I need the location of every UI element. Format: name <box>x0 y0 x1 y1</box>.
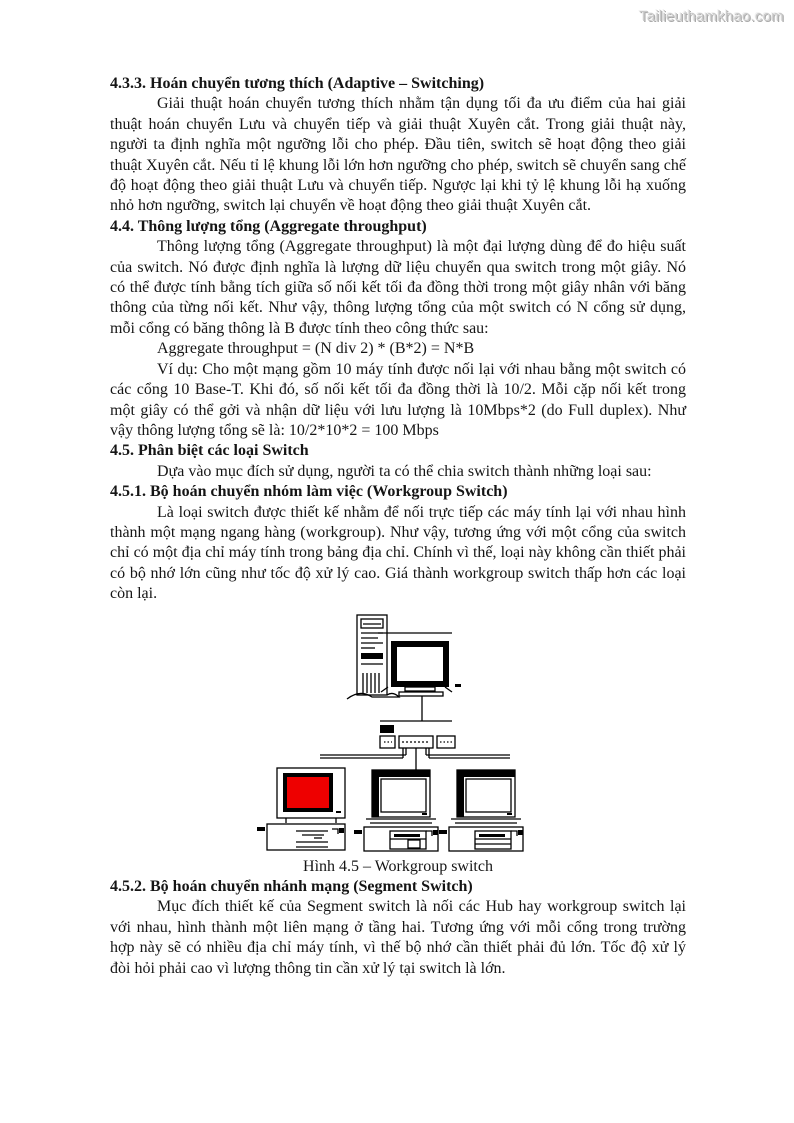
server-to-switch-link <box>380 696 452 721</box>
heading-4-5-2: 4.5.2. Bộ hoán chuyển nhánh mạng (Segment Switch) <box>110 877 473 895</box>
server-monitor-icon <box>378 633 461 696</box>
paragraph-adaptive-switching: Giải thuật hoán chuyển tương thích nhằm tận dụng tối đa ưu điểm của hai giải thuật hoán chuyển Lưu và chuyển tiếp và giải thuật Xuyên cắt. Trong giải thuật này, người ta định nghĩa một ngưỡng lỗi cho phép. Đầu tiên, switch sẽ hoạt động theo giải thuật Xuyên cắt. Nếu tỉ lệ khung lỗi lớn hơn ngưỡng cho phép, switch sẽ chuyển sang chế độ hoạt động theo giải thuật Lưu và chuyển tiếp. Ngược lại khi tỷ lệ khung lỗi hạ xuống nhỏ hơn ngưỡng, switch lại chuyển về hoạt động theo giải thuật Xuyên cắt. <box>110 95 686 215</box>
paragraph-aggregate-throughput: Thông lượng tổng (Aggregate throughput) là một đại lượng dùng để đo hiệu suất của switch. Nó được định nghĩa là lượng dữ liệu chuyển qua switch trong một giây. Nó có thể được tính bằng tích giữa số nối kết tối đa đồng thời trong một giây nhân với băng thông của từng nối kết. Như vậy, thông lượng tổng của một switch có N cổng sử dụng, mỗi cổng có băng thông là B được tính theo công thức sau: <box>110 238 686 337</box>
figure-caption: Hình 4.5 – Workgroup switch <box>303 857 493 875</box>
workgroup-switch-diagram <box>110 605 686 855</box>
formula-aggregate-throughput: Aggregate throughput = (N div 2) * (B*2) = N*B <box>157 340 475 358</box>
network-bus-lines <box>320 748 510 770</box>
paragraph-switch-types-intro: Dựa vào mục đích sử dụng, người ta có thể chia switch thành những loại sau: <box>157 462 652 480</box>
workstation-left-icon <box>257 768 345 850</box>
heading-4-5: 4.5. Phân biệt các loại Switch <box>110 442 309 460</box>
paragraph-segment-switch: Mục đích thiết kế của Segment switch là nối các Hub hay workgroup switch lại với nhau, hình thành một liên mạng ở tầng hai. Tương ứng với mỗi cổng trong trường hợp này sẽ có nhiều địa chỉ máy tính, vì thế bộ nhớ cần thiết phải đủ lớn. Tốc độ xử lý đòi hỏi phải cao vì lượng thông tin cần xử lý tại switch là lớn. <box>110 898 686 977</box>
workstation-middle-icon <box>354 770 438 851</box>
paragraph-example: Ví dụ: Cho một mạng gồm 10 máy tính được nối lại với nhau bằng một switch có các cổng 10 Base-T. Khi đó, số nối kết tối đa đồng thời là 10/2. Mỗi cặp nối kết trong một giây có thể gởi và nhận dữ liệu với lưu lượng là 10Mbps*2 (do Full duplex). Như vậy thông lượng tổng sẽ là: 10/2*10*2 = 100 Mbps <box>110 360 686 439</box>
heading-4-5-1: 4.5.1. Bộ hoán chuyển nhóm làm việc (Workgroup Switch) <box>110 483 508 501</box>
switch-icon <box>380 725 455 748</box>
workstation-right-icon <box>439 770 523 851</box>
paragraph-workgroup-switch: Là loại switch được thiết kế nhằm để nối trực tiếp các máy tính lại với nhau hình thành một mạng ngang hàng (workgroup). Như vậy, tương ứng với một cổng của switch chỉ có một địa chỉ máy tính trong bảng địa chỉ. Chính vì thế, loại này không cần thiết phải có bộ nhớ lớn cũng như tốc độ xử lý cao. Giá thành workgroup switch thấp hơn các loại còn lại. <box>110 503 686 603</box>
document-content <box>110 74 686 979</box>
figure-workgroup-switch <box>110 605 686 877</box>
heading-4-3-3: 4.3.3. Hoán chuyển tương thích (Adaptive – Switching) <box>110 75 485 92</box>
site-watermark: Tailieuthamkhao.com <box>639 8 784 25</box>
heading-4-4: 4.4. Thông lượng tổng (Aggregate throughput) <box>110 217 427 235</box>
